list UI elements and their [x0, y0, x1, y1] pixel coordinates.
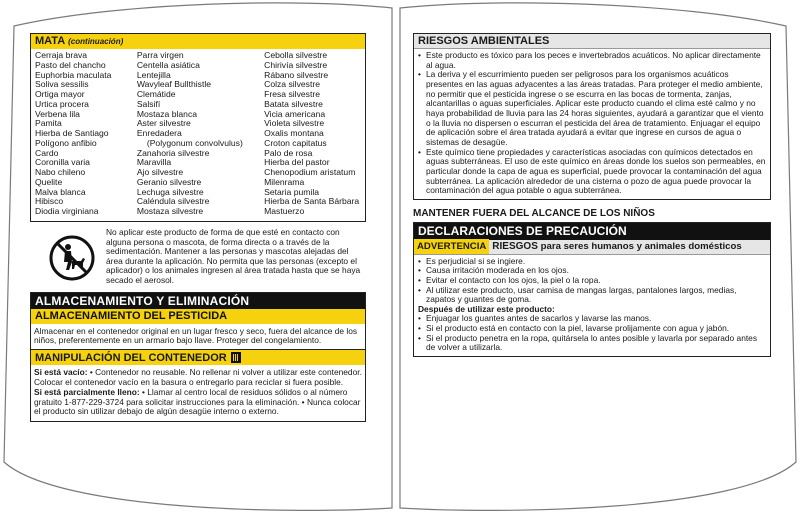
- weed-name: Croton capitatus: [264, 137, 327, 148]
- weed-name: Ortiga mayor: [35, 89, 85, 99]
- right-page: [413, 33, 771, 357]
- weed-name: Quelite: [35, 176, 63, 187]
- list-item: • Si el producto está en contacto con la piel, lavarse prolijamente con agua y jabón.: [418, 324, 766, 334]
- weed-name: Mostaza silvestre: [136, 206, 204, 216]
- weed-name: Cebolla silvestre: [264, 50, 328, 60]
- weeds-columns: [31, 49, 365, 221]
- weed-name: Setaria pumila: [264, 186, 320, 197]
- storage-section: [30, 292, 366, 423]
- environment-list: [414, 49, 770, 199]
- risk-title: [489, 241, 741, 252]
- pet-warning-text: No aplicar este producto de forma de que esté en contacto con alguna persona o mascota, de forma directa o a través de la sedimentación. Mantener a las personas y mascotas alejadas del área durante la aplicación. No permita que las personas (excepto el aplicador) o los animales ingresen al área tratada hasta que se haya secado el aerosol.: [106, 227, 361, 285]
- weed-name: Caléndula silvestre: [136, 196, 210, 207]
- weed-name: Vicia americana: [264, 108, 326, 119]
- precautions-list: [414, 255, 770, 356]
- weed-name: Violeta silvestre: [264, 118, 325, 129]
- list-item: • Es perjudicial si se ingiere.: [418, 257, 766, 267]
- weeds-column-3: [264, 51, 362, 220]
- list-item: • Causa irritación moderada en los ojos.: [418, 266, 766, 276]
- weed-name: Chirivía silvestre: [264, 59, 328, 70]
- weed-name: Wavyleaf Bullthistle: [136, 79, 212, 90]
- weed-name: Cardo: [35, 147, 59, 158]
- trash-bin-icon: [231, 352, 241, 363]
- risk-label: RIESGOS: [492, 241, 538, 253]
- weed-name: Zanahoria silvestre: [136, 147, 210, 158]
- weed-name: Diodia virginiana: [35, 206, 99, 216]
- weed-name: Centella asiática: [136, 59, 200, 70]
- partial-text: • Llamar al centro local de residuos sólidos o al número gratuito 1-877-229-3724 para solicitar instrucciones para la eliminación. • Nunca colocar el producto sin utilizar debajo de algún desagüe interno o externo.: [34, 386, 361, 417]
- weed-name: Lechuga silvestre: [136, 186, 204, 197]
- weeds-column-2: [137, 51, 264, 220]
- weed-name: Pasto del chancho: [35, 59, 106, 70]
- list-item: • Evitar el contacto con los ojos, la piel o la ropa.: [418, 276, 766, 286]
- weed-name: Parra virgen: [136, 50, 184, 60]
- weed-name: Enredadera: [136, 128, 182, 138]
- weed-name: Soliva sessilis: [35, 79, 89, 90]
- list-item: • La deriva y el escurrimiento pueden ser peligrosos para los organismos acuáticos presentes en las aguas adyacentes a las áreas tratadas. Para proteger el medio ambiente, no permitir que el pesticida ingrese o se escurra en las bocas de tormenta, zanjas, alcantarillas o aguas superficiales. Aplicar este producto cuando el clima esté calmo y no haya probabilidad de lluvia para las 24 horas siguientes, ayudará a garantizar que el viento o la lluvia no dispersen o escurran el pesticida del área de tratamiento. Enjuagar el equipo de aplicación sobre el área tratada ayudará a evitar que ingrese en cursos de agua o sistemas de desagüe.: [418, 70, 766, 147]
- list-item: • Si el producto penetra en la ropa, quitársela lo antes posible y lavarla por separado antes de volver a utilizarla.: [418, 334, 766, 353]
- weed-name: Geranio silvestre: [136, 176, 202, 187]
- weed-name: Malva blanca: [35, 186, 86, 197]
- weed-name: Hierba de Santa Bárbara: [264, 196, 360, 207]
- precautions-section: [413, 222, 771, 357]
- partial-label: Si está parcialmente lleno:: [34, 386, 140, 397]
- weeds-column-1: [35, 51, 137, 220]
- container-handling-header: [31, 349, 365, 365]
- risk-row: [414, 240, 770, 255]
- weed-name: Coronilla varia: [35, 157, 90, 168]
- list-item: • Este producto es tóxico para los peces e invertebrados acuáticos. No aplicar directamente al agua.: [418, 51, 766, 70]
- storage-subtitle: ALMACENAMIENTO DEL PESTICIDA: [31, 309, 365, 324]
- weed-name: Hibisco: [35, 196, 64, 207]
- weed-name: Hierba de Santiago: [35, 128, 109, 138]
- storage-text: Almacenar en el contenedor original en un lugar fresco y seco, fuera del alcance de los niños, preferentemente en un armario bajo llave. Proteger del congelamiento.: [34, 325, 358, 346]
- weed-name: Mastuerzo: [264, 206, 305, 216]
- keep-away-notice: MANTENER FUERA DEL ALCANCE DE LOS NIÑOS: [413, 207, 655, 219]
- weed-name: Rábano silvestre: [264, 69, 329, 80]
- weed-name: Palo de rosa: [264, 147, 313, 158]
- weed-name: Nabo chileno: [35, 167, 86, 177]
- container-handling-title: MANIPULACIÓN DEL CONTENEDOR: [35, 351, 227, 364]
- weed-name: Hierba del pastor: [264, 157, 330, 168]
- storage-title: ALMACENAMIENTO Y ELIMINACIÓN: [31, 293, 365, 309]
- weeds-title: MATA: [35, 35, 66, 47]
- precautions-title: DECLARACIONES DE PRECAUCIÓN: [414, 223, 770, 240]
- weeds-header: [31, 34, 365, 49]
- weed-name: Urtica procera: [35, 98, 89, 109]
- weed-name: Ajo silvestre: [136, 167, 184, 177]
- weed-name: Maravilla: [136, 157, 172, 168]
- weed-name: Lentejilla: [136, 69, 171, 80]
- weed-name: Milenrama: [264, 176, 305, 187]
- list-item: • Enjuagar los guantes antes de sacarlos y lavarse las manos.: [418, 314, 766, 324]
- weed-name: Colza silvestre: [264, 79, 320, 90]
- empty-label: Si está vacío:: [34, 367, 88, 378]
- container-handling-text: [31, 365, 365, 421]
- weed-name: (Polygonum convolvulus): [146, 137, 243, 148]
- environment-title: RIESGOS AMBIENTALES: [414, 34, 770, 49]
- weeds-continuation: (continuación): [68, 37, 124, 46]
- weed-name: Pamita: [35, 118, 62, 129]
- no-pets-icon: [48, 234, 96, 282]
- weed-name: Euphorbia maculata: [35, 69, 112, 80]
- environment-section: [413, 33, 771, 200]
- weed-name: Oxalis montana: [264, 128, 324, 138]
- weed-name: Batata silvestre: [264, 98, 323, 109]
- weeds-box: [30, 33, 366, 222]
- weed-name: Polígono anfibio: [35, 137, 97, 148]
- pet-warning: [30, 228, 366, 286]
- weed-name: Chenopodium aristatum: [264, 167, 356, 177]
- weed-name: Verbena lila: [35, 108, 80, 119]
- list-item: • Al utilizar este producto, usar camisa de mangas largas, pantalones largos, medias, zapatos y guantes de goma.: [418, 286, 766, 305]
- weed-name: Salsifí: [136, 98, 161, 109]
- empty-text: • Contenedor no reusable. No rellenar ni volver a utilizar este contenedor. Colocar el contenedor vacío en la basura o entregarlo para reciclar si fuera posible.: [34, 367, 362, 387]
- weed-name: Clemátide: [136, 89, 176, 99]
- weed-name: Cerraja brava: [35, 50, 88, 60]
- left-page: [30, 33, 372, 422]
- list-item: • Este químico tiene propiedades y características asociadas con químicos detectados en aguas subterráneas. El uso de este químico en áreas donde los suelos son permeables, en particular donde la capa de agua es superficial, puede provocar la contaminación del agua subterránea. La aplicación alrededor de una cisterna o pozo de agua puede provocar la contaminación del agua potable o agua subterránea.: [418, 148, 766, 196]
- weed-name: Mostaza blanca: [136, 108, 198, 119]
- weed-name: Aster silvestre: [136, 118, 191, 129]
- warning-word: ADVERTENCIA: [414, 239, 489, 254]
- weed-name: Fresa silvestre: [264, 89, 320, 99]
- after-use-label: Después de utilizar este producto:: [418, 303, 555, 314]
- risk-subtitle: para seres humanos y animales domésticos: [540, 241, 742, 253]
